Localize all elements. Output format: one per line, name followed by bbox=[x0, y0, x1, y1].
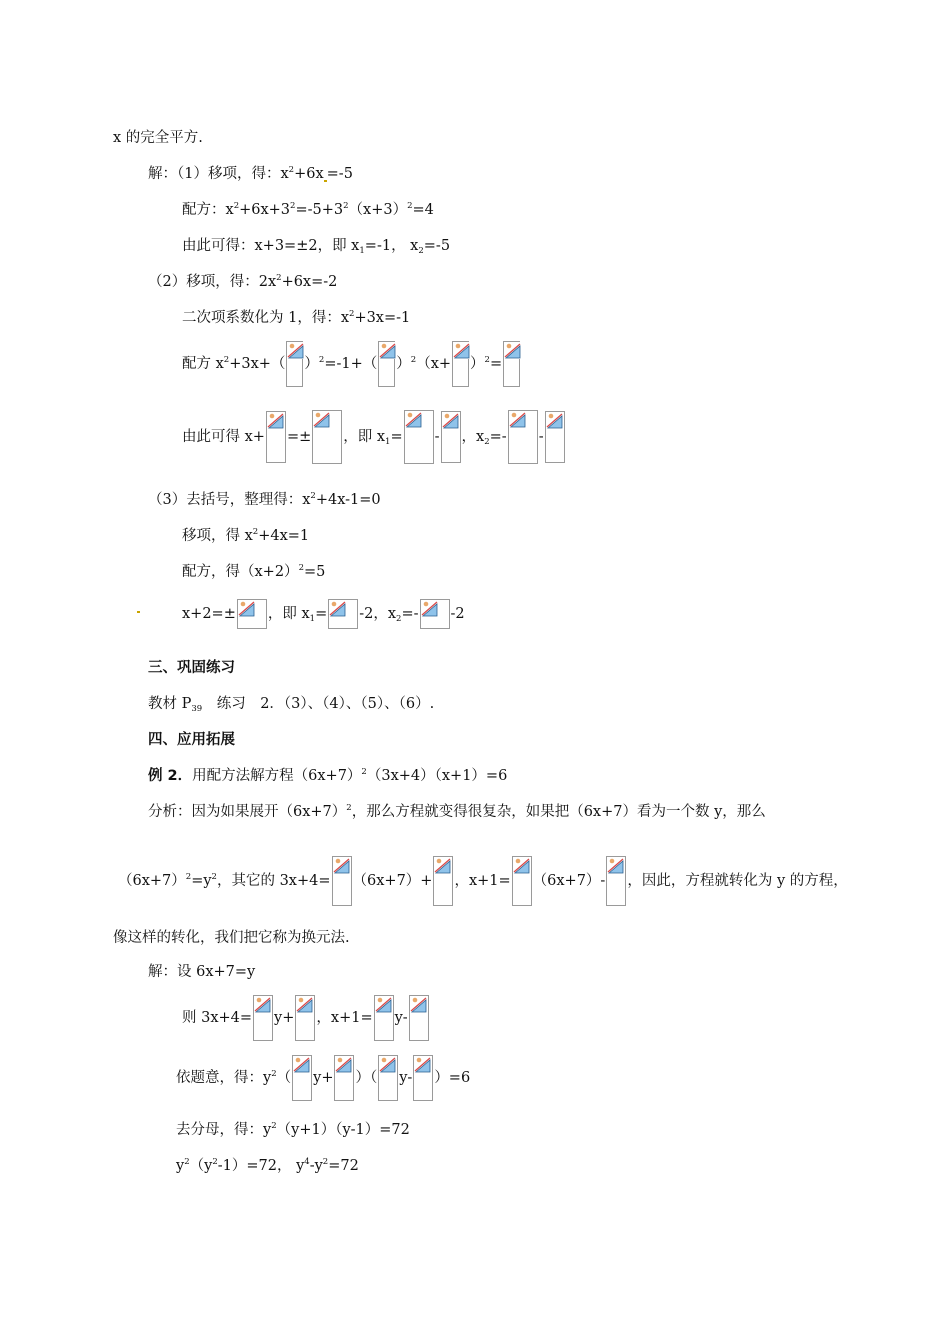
text: 去分母，得：y bbox=[176, 1122, 272, 1138]
text: 移项，得 x bbox=[182, 528, 253, 544]
formula-image-placeholder-icon bbox=[378, 1055, 398, 1101]
text: +4x=1 bbox=[258, 528, 310, 544]
text-line bbox=[182, 410, 566, 464]
superscript: 2 bbox=[271, 1069, 277, 1079]
formula-image-placeholder-icon bbox=[452, 341, 469, 387]
formula-image-placeholder-icon bbox=[420, 599, 450, 629]
text-line bbox=[182, 308, 410, 328]
superscript: 2 bbox=[318, 355, 325, 365]
formula-image-placeholder-icon bbox=[512, 856, 532, 906]
text-line bbox=[148, 802, 766, 822]
text-line bbox=[182, 340, 521, 388]
subscript: 2 bbox=[396, 614, 402, 624]
formula-image-placeholder-icon bbox=[606, 856, 626, 906]
text: ）=6 bbox=[434, 1070, 471, 1086]
formula-image-placeholder-icon bbox=[508, 410, 538, 464]
superscript: 2 bbox=[288, 165, 295, 175]
text: （3x+4）（x+1）=6 bbox=[366, 768, 508, 784]
text: y bbox=[176, 1158, 185, 1174]
formula-image-placeholder-icon bbox=[237, 599, 267, 629]
subscript: 1 bbox=[309, 614, 316, 624]
text: y- bbox=[399, 1070, 413, 1086]
formula-image-placeholder-icon bbox=[409, 995, 429, 1041]
text: = bbox=[315, 606, 328, 622]
superscript: 2 bbox=[407, 201, 413, 211]
text: x+2=± bbox=[182, 606, 236, 622]
text: 二次项系数化为 1，得：x bbox=[182, 310, 350, 326]
text-line bbox=[148, 272, 337, 292]
formula-image-placeholder-icon bbox=[545, 411, 565, 463]
text: ，那么方程就变得很复杂，如果把（6x+7）看为一个数 y，那么 bbox=[351, 804, 766, 820]
text: +3x+（ bbox=[229, 356, 286, 372]
text: ，x+1= bbox=[316, 1010, 373, 1026]
text: y+ bbox=[274, 1010, 295, 1026]
text: 解：（1）移项，得：x bbox=[148, 166, 289, 182]
text-line bbox=[118, 856, 848, 906]
subscript: 1 bbox=[385, 437, 391, 447]
text: +3x=-1 bbox=[354, 310, 411, 326]
formula-image-placeholder-icon bbox=[441, 411, 461, 463]
formula-image-placeholder-icon bbox=[295, 995, 315, 1041]
mark-dot bbox=[137, 611, 140, 613]
subscript: 2 bbox=[418, 246, 424, 256]
text: （x+3） bbox=[348, 202, 408, 218]
text: =4 bbox=[412, 202, 434, 218]
superscript: 2 bbox=[185, 872, 192, 882]
text: =-1， x bbox=[364, 238, 419, 254]
subscript: 1 bbox=[359, 246, 365, 256]
text-line bbox=[182, 598, 465, 630]
text-line bbox=[113, 128, 203, 148]
formula-image-placeholder-icon bbox=[286, 341, 303, 387]
text: y- bbox=[394, 1010, 408, 1026]
text: -1）=72， y bbox=[217, 1158, 305, 1174]
text: y+ bbox=[313, 1070, 334, 1086]
text: ，因此，方程就转化为 y 的方程， bbox=[627, 873, 848, 889]
subscript: 39 bbox=[191, 704, 203, 714]
text: x 的完全平方. bbox=[113, 130, 203, 146]
superscript: 2 bbox=[343, 201, 349, 211]
text: （6x+7）- bbox=[532, 873, 606, 889]
text: 像这样的转化，我们把它称为换元法. bbox=[113, 930, 350, 946]
text: 练习 2．（3）、（4）、（5）、（6）. bbox=[202, 696, 435, 712]
text: =± bbox=[286, 429, 312, 445]
superscript: 2 bbox=[276, 273, 282, 283]
text: （3）去括号，整理得：x bbox=[148, 492, 311, 508]
formula-image-placeholder-icon bbox=[332, 856, 352, 906]
text: ）（ bbox=[355, 1070, 378, 1086]
example-label: 例 2． bbox=[148, 768, 193, 784]
superscript: 2 bbox=[212, 1157, 218, 1167]
superscript: 2 bbox=[310, 491, 316, 501]
text: ，x+1= bbox=[454, 873, 511, 889]
superscript: 2 bbox=[484, 355, 490, 365]
superscript: 2 bbox=[346, 803, 352, 813]
text: - bbox=[538, 429, 544, 445]
superscript: 2 bbox=[361, 767, 367, 777]
formula-image-placeholder-icon bbox=[312, 410, 342, 464]
text: （y+1）（y-1）=72 bbox=[276, 1122, 410, 1138]
superscript: 2 bbox=[271, 1121, 277, 1131]
formula-image-placeholder-icon bbox=[503, 341, 520, 387]
text: =- bbox=[489, 429, 507, 445]
text-line bbox=[148, 164, 353, 184]
text-line bbox=[148, 490, 381, 510]
text: （y bbox=[189, 1158, 213, 1174]
text: 配方，得（x+2） bbox=[182, 564, 299, 580]
text: =-5 bbox=[423, 238, 451, 254]
text: 解：设 6x+7=y bbox=[148, 964, 256, 980]
text: ，其它的 3x+4= bbox=[216, 873, 331, 889]
text: （6x+7）+ bbox=[352, 873, 433, 889]
text: -y bbox=[309, 1158, 323, 1174]
formula-image-placeholder-icon bbox=[253, 995, 273, 1041]
text: 四、应用拓展 bbox=[148, 732, 235, 748]
superscript: 4 bbox=[304, 1157, 310, 1167]
superscript: 2 bbox=[233, 201, 240, 211]
formula-image-placeholder-icon bbox=[378, 341, 395, 387]
text: ） bbox=[396, 356, 411, 372]
text: = bbox=[390, 429, 403, 445]
text: +6x bbox=[294, 166, 324, 182]
text-line bbox=[176, 1156, 359, 1176]
formula-image-placeholder-icon bbox=[413, 1055, 433, 1101]
section-heading bbox=[148, 730, 235, 750]
text: +6x=-2 bbox=[281, 274, 338, 290]
formula-image-placeholder-icon bbox=[266, 411, 286, 463]
text-line bbox=[176, 1120, 410, 1140]
text: ，x bbox=[461, 429, 485, 445]
superscript: 2 bbox=[349, 309, 355, 319]
text: -2，x bbox=[359, 606, 397, 622]
text: ，即 x bbox=[343, 429, 386, 445]
text: 则 3x+4= bbox=[182, 1010, 253, 1026]
text: =y bbox=[191, 873, 212, 889]
text: ） bbox=[470, 356, 485, 372]
text: -2 bbox=[450, 606, 465, 622]
formula-image-placeholder-icon bbox=[334, 1055, 354, 1101]
text: =-1+（ bbox=[324, 356, 378, 372]
section-heading bbox=[148, 658, 235, 678]
text: 由此可得 x+ bbox=[182, 429, 265, 445]
text-line bbox=[182, 200, 434, 220]
superscript: 2 bbox=[322, 1157, 329, 1167]
text: = bbox=[489, 356, 503, 372]
superscript: 2 bbox=[252, 527, 259, 537]
text-line bbox=[176, 1054, 470, 1102]
text: =72 bbox=[328, 1158, 359, 1174]
text: 配方 x bbox=[182, 356, 224, 372]
text: 三、巩固练习 bbox=[148, 660, 235, 676]
text: =-5 bbox=[326, 166, 353, 182]
text: =5 bbox=[303, 564, 326, 580]
formula-image-placeholder-icon bbox=[433, 856, 453, 906]
text-line bbox=[148, 766, 507, 786]
text: ，即 x bbox=[267, 606, 310, 622]
text: （6x+7） bbox=[118, 873, 186, 889]
formula-image-placeholder-icon bbox=[374, 995, 394, 1041]
text-line bbox=[148, 962, 255, 982]
text: +6x+3 bbox=[239, 202, 291, 218]
text-line bbox=[148, 694, 434, 714]
formula-image-placeholder-icon bbox=[404, 410, 434, 464]
text-line bbox=[182, 526, 309, 546]
text: 分析：因为如果展开（6x+7） bbox=[148, 804, 347, 820]
superscript: 2 bbox=[184, 1157, 190, 1167]
text: 由此可得：x+3=±2，即 x bbox=[182, 238, 360, 254]
text: （ bbox=[276, 1070, 292, 1086]
text: 配方：x bbox=[182, 202, 234, 218]
text: 教材 P bbox=[148, 696, 192, 712]
text-line bbox=[182, 994, 430, 1042]
text: （2）移项，得：2x bbox=[148, 274, 277, 290]
text: ） bbox=[304, 356, 319, 372]
text-line bbox=[182, 236, 450, 256]
text-line bbox=[182, 562, 325, 582]
superscript: 2 bbox=[223, 355, 230, 365]
text: 用配方法解方程（6x+7） bbox=[192, 768, 362, 784]
subscript: 2 bbox=[484, 437, 490, 447]
text: +4x-1=0 bbox=[315, 492, 381, 508]
superscript: 2 bbox=[290, 201, 296, 211]
text: - bbox=[434, 429, 440, 445]
formula-image-placeholder-icon bbox=[292, 1055, 312, 1101]
text: =- bbox=[401, 606, 419, 622]
text: 依题意，得：y bbox=[176, 1070, 272, 1086]
formula-image-placeholder-icon bbox=[328, 599, 358, 629]
text: =-5+3 bbox=[295, 202, 344, 218]
text: （x+ bbox=[416, 356, 452, 372]
superscript: 2 bbox=[211, 872, 217, 882]
superscript: 2 bbox=[298, 563, 304, 573]
superscript: 2 bbox=[410, 355, 417, 365]
text-line bbox=[113, 928, 350, 948]
